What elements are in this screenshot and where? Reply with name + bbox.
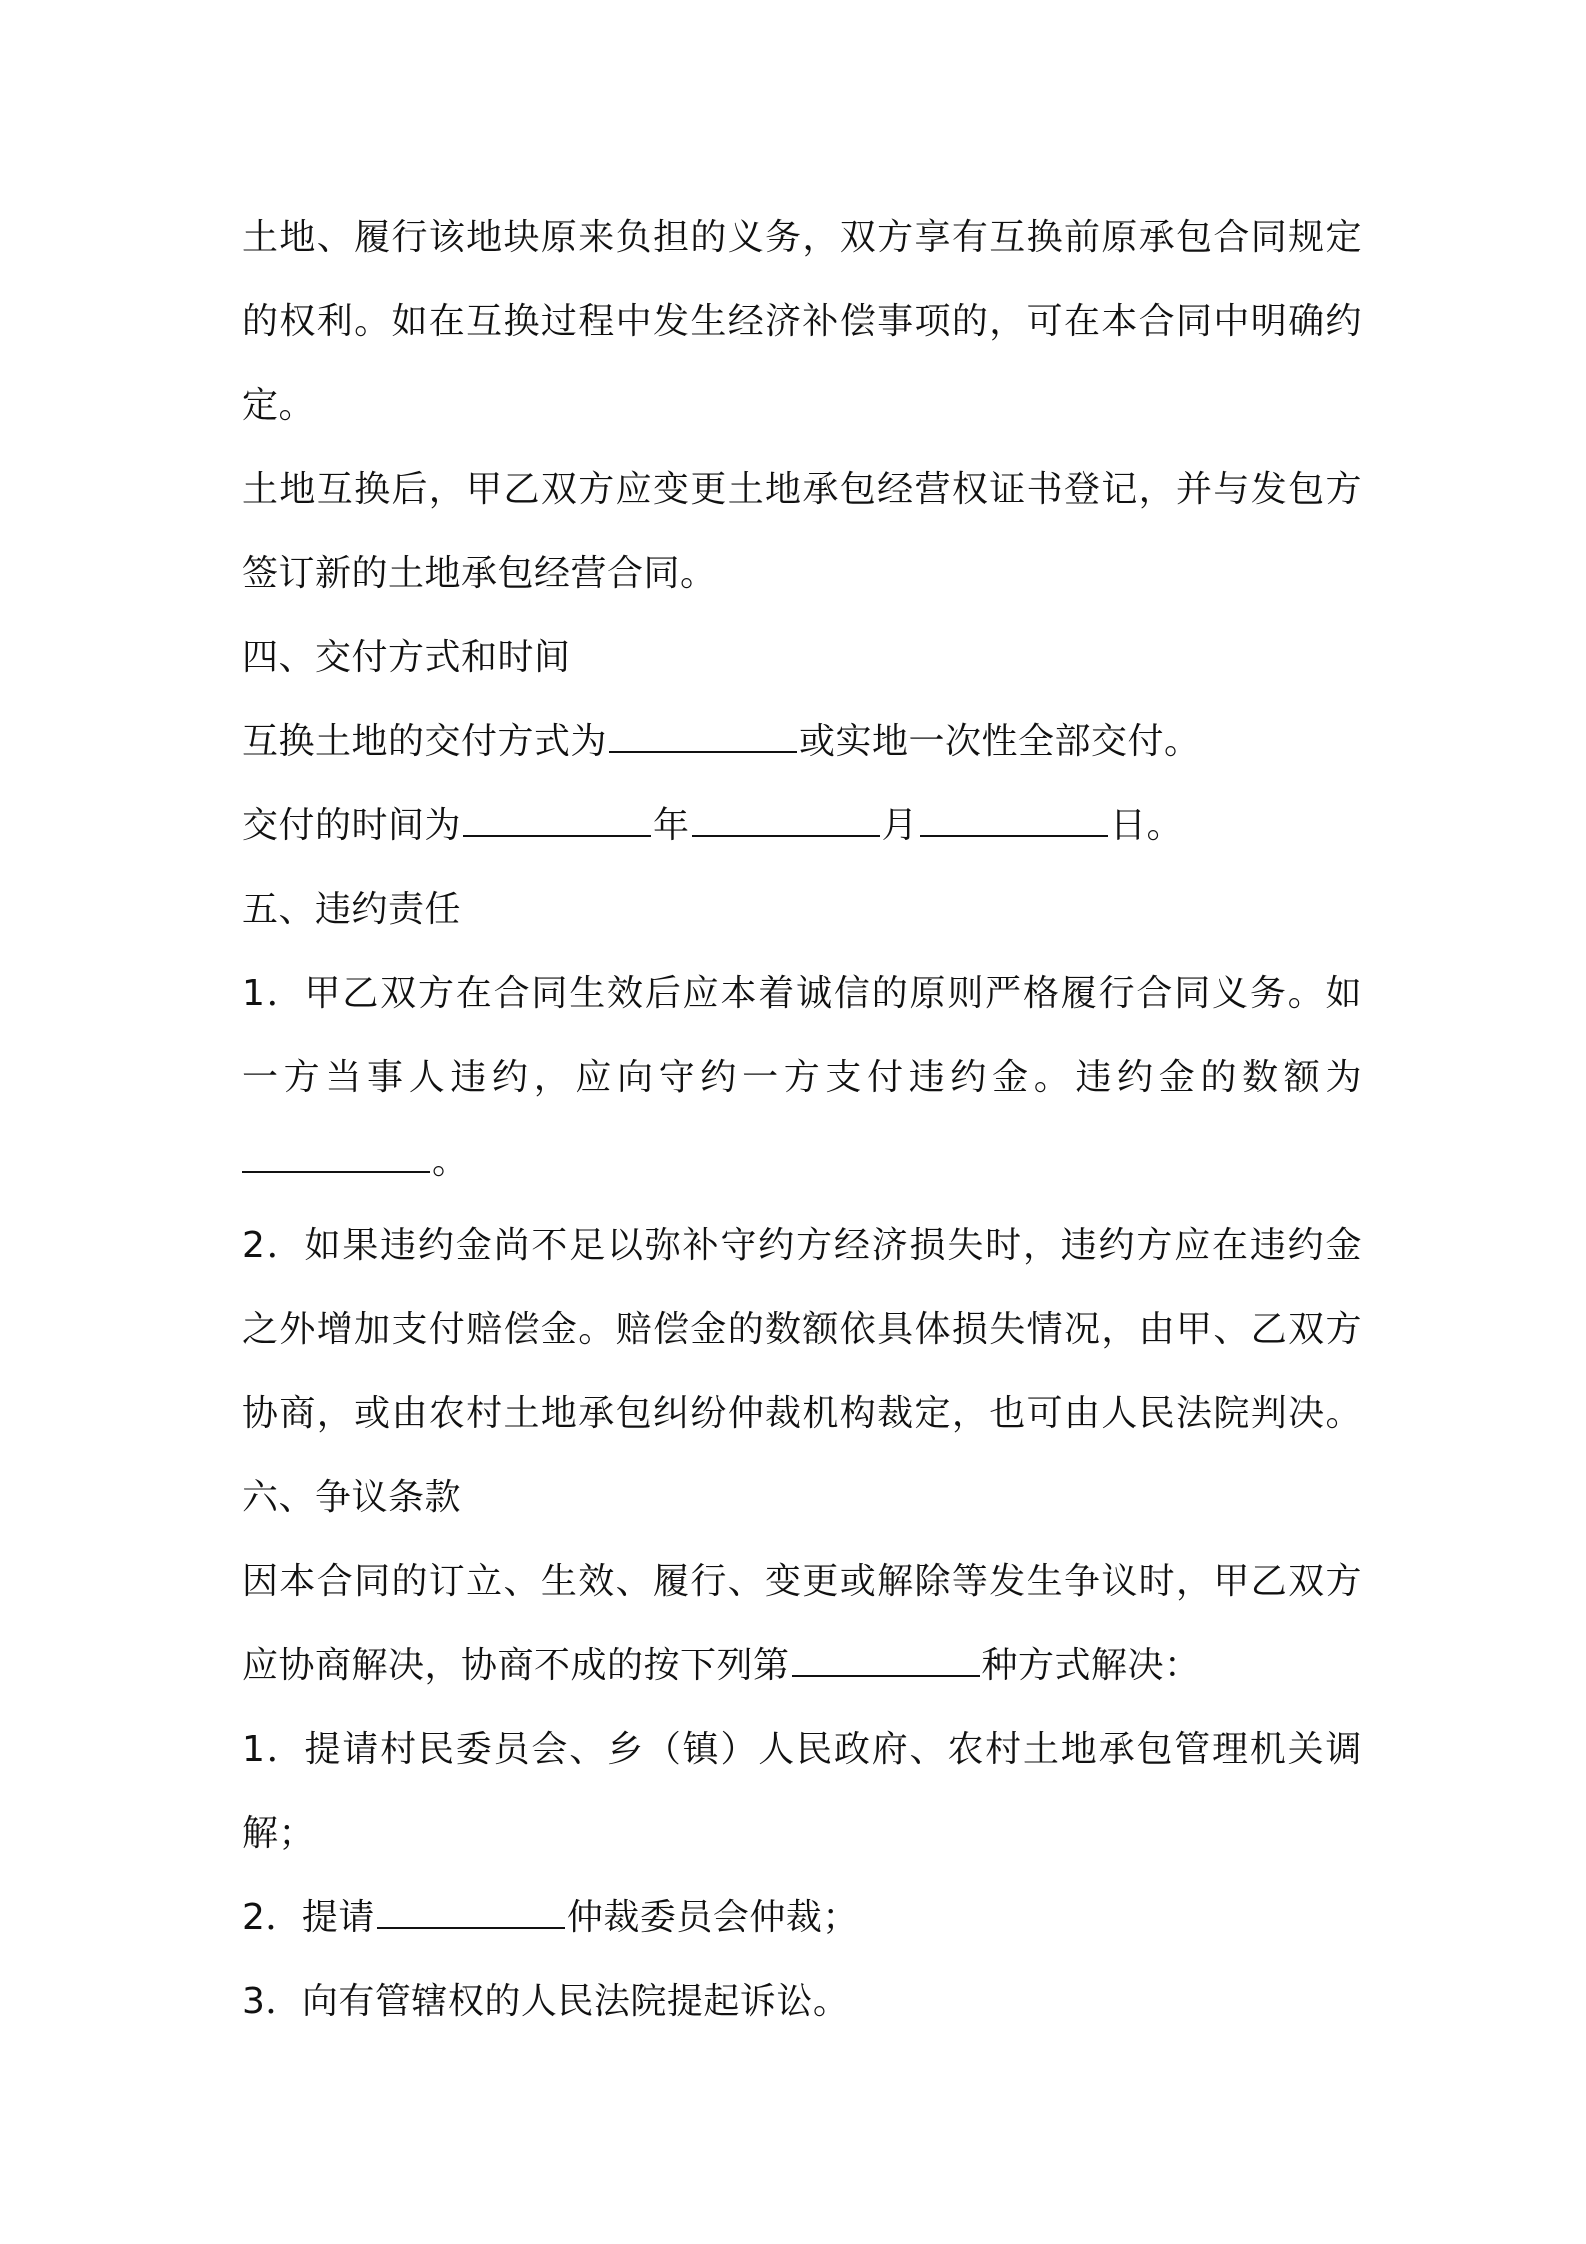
paragraph-line: 3．向有管辖权的人民法院提起诉讼。 — [242, 1981, 850, 2022]
fill-blank — [242, 1141, 430, 1173]
paragraph-line: 1．甲乙双方在合同生效后应本着诚信的原则严格履行合同义务。如 — [242, 973, 1362, 1014]
section-heading-delivery: 四、交付方式和时间 — [242, 637, 571, 678]
paragraph-line: 土地互换后，甲乙双方应变更土地承包经营权证书登记，并与发包方 — [242, 469, 1362, 510]
dispute-method-line — [242, 1624, 1362, 1708]
paragraph-line: 签订新的土地承包经营合同。 — [242, 553, 717, 594]
paragraph-line: 之外增加支付赔偿金。赔偿金的数额依具体损失情况，由甲、乙双方 — [242, 1309, 1362, 1350]
paragraph-line: 协商，或由农村土地承包纠纷仲裁机构裁定，也可由人民法院判决。 — [242, 1393, 1362, 1434]
section-heading-breach: 五、违约责任 — [242, 889, 462, 930]
line-text: 应协商解决，协商不成的按下列第 — [242, 1645, 790, 1686]
line-text: 互换土地的交付方式为 — [242, 721, 608, 762]
fill-blank — [792, 1645, 980, 1677]
day-label: 日。 — [1110, 805, 1184, 846]
paragraph-line: 一方当事人违约，应向守约一方支付违约金。违约金的数额为 — [242, 1057, 1362, 1098]
paragraph-line: 土地、履行该地块原来负担的义务，双方享有互换前原承包合同规定 — [242, 217, 1362, 258]
delivery-date-line — [242, 784, 1362, 868]
line-text: 2．提请 — [242, 1897, 375, 1938]
paragraph-line: 的权利。如在互换过程中发生经济补偿事项的，可在本合同中明确约 — [242, 301, 1362, 342]
paragraph-line: 1．提请村民委员会、乡（镇）人民政府、农村土地承包管理机关调 — [242, 1729, 1362, 1770]
fill-blank-day — [920, 805, 1108, 837]
paragraph-line: 2．如果违约金尚不足以弥补守约方经济损失时，违约方应在违约金 — [242, 1225, 1362, 1266]
line-text: 。 — [432, 1141, 469, 1182]
line-text: 或实地一次性全部交付。 — [799, 721, 1201, 762]
fill-blank — [377, 1897, 565, 1929]
fill-blank-month — [692, 805, 880, 837]
month-label: 月 — [881, 805, 919, 846]
paragraph-line: 因本合同的订立、生效、履行、变更或解除等发生争议时，甲乙双方 — [242, 1561, 1362, 1602]
year-label: 年 — [653, 805, 690, 846]
paragraph-line: 解； — [242, 1813, 316, 1854]
line-text: 仲裁委员会仲裁； — [566, 1897, 859, 1938]
penalty-amount-line — [242, 1120, 1362, 1204]
arbitration-line — [242, 1876, 1362, 1960]
section-heading-dispute: 六、争议条款 — [242, 1477, 462, 1518]
delivery-method-line — [242, 700, 1362, 784]
document-page — [242, 196, 1362, 2044]
line-text: 种方式解决： — [981, 1645, 1201, 1686]
fill-blank-year — [463, 805, 651, 837]
fill-blank — [609, 721, 797, 753]
line-text: 交付的时间为 — [242, 805, 462, 846]
paragraph-line: 定。 — [242, 385, 316, 426]
